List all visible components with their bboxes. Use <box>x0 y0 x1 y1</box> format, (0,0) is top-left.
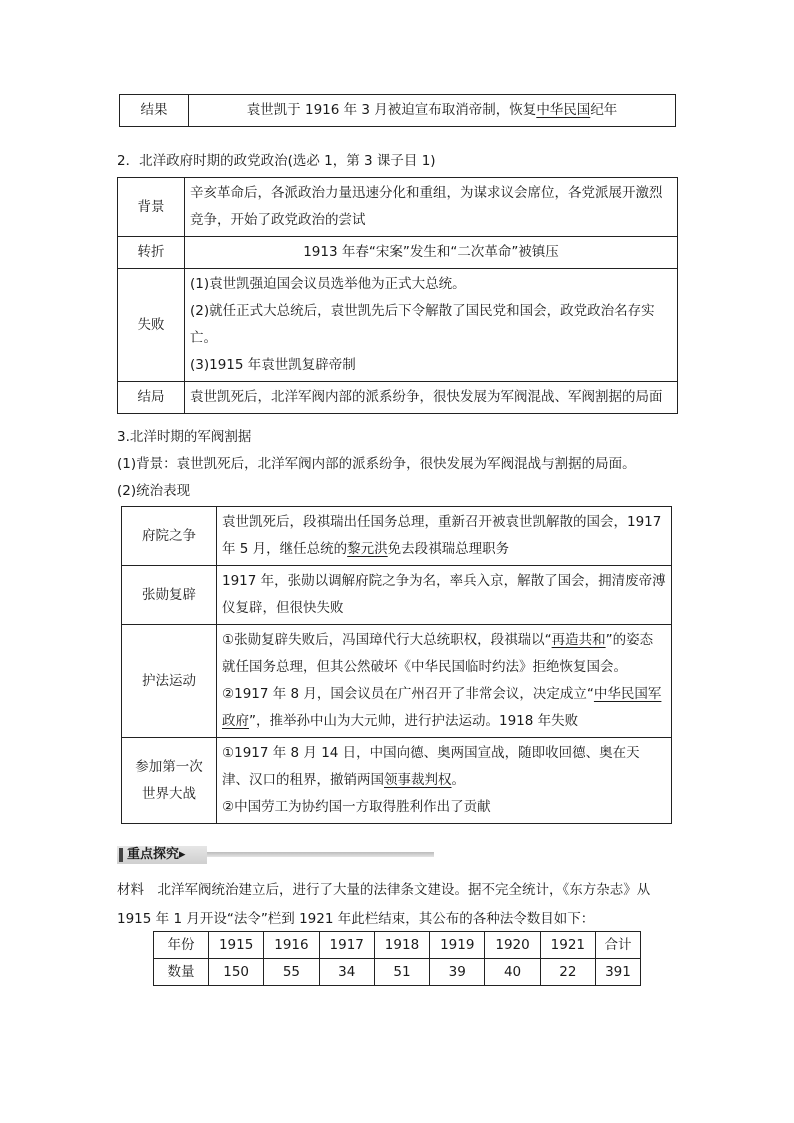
underlined-term: 中华民国 <box>536 102 591 118</box>
year-header: 年份 <box>154 932 209 959</box>
year-cell: 1920 <box>485 932 540 959</box>
section-3-heading: 3.北洋时期的军阀割据 <box>117 429 252 445</box>
laws-count-table <box>153 931 641 986</box>
focus-section-bar <box>117 846 434 864</box>
party-politics-table <box>117 177 678 414</box>
table-row <box>118 382 678 414</box>
turn-label: 转折 <box>118 237 185 269</box>
failure-label: 失败 <box>118 269 185 382</box>
table-row <box>118 178 678 237</box>
table-row <box>122 566 672 625</box>
failure-item: (2)就任正式大总统后，袁世凯先后下令解散了国民党和国会，政党政治名存实亡。 <box>190 303 655 346</box>
underlined-term: 中华民国军政府 <box>222 686 662 729</box>
count-cell: 39 <box>430 959 485 986</box>
table-row <box>122 507 672 566</box>
count-cell: 391 <box>595 959 640 986</box>
result-label: 结果 <box>120 95 189 127</box>
section-3-block <box>117 424 677 505</box>
failure-item: (1)袁世凯强迫国会议员选举他为正式大总统。 <box>190 276 466 292</box>
section-marker-icon <box>119 848 123 862</box>
underlined-term: 黎元洪 <box>347 541 388 557</box>
year-cell: 1915 <box>209 932 264 959</box>
count-cell: 22 <box>540 959 595 986</box>
row-label: 府院之争 <box>122 507 217 566</box>
table-row <box>118 269 678 382</box>
section-2-heading: 2．北洋政府时期的政党政治(选必 1，第 3 课子目 1) <box>117 153 436 169</box>
underlined-term: 领事裁判权 <box>384 772 452 788</box>
row-label: 护法运动 <box>122 625 217 738</box>
year-cell: 1919 <box>430 932 485 959</box>
turn-text: 1913 年春“宋案”发生和“二次革命”被镇压 <box>185 237 678 269</box>
table-row <box>122 625 672 738</box>
background-label: 背景 <box>118 178 185 237</box>
row-text: 袁世凯死后，段祺瑞出任国务总理，重新召开被袁世凯解散的国会，1917 年 5 月，继任总统的黎元洪免去段祺瑞总理职务 <box>217 507 672 566</box>
row-text: ①1917 年 8 月 14 日，中国向德、奥两国宣战，随即收回德、奥在天津、汉口的租界，撤销两国领事裁判权。 ②中国劳工为协约国一方取得胜利作出了贡献 <box>217 738 672 824</box>
warlord-table <box>121 506 672 824</box>
count-cell: 150 <box>209 959 264 986</box>
divider <box>207 852 434 857</box>
count-cell: 40 <box>485 959 540 986</box>
row-label: 参加第一次 世界大战 <box>122 738 217 824</box>
year-cell: 1916 <box>264 932 319 959</box>
section-3-performance-heading: (2)统治表现 <box>117 483 191 499</box>
table-row <box>120 95 676 127</box>
table-row-counts <box>154 959 641 986</box>
background-text: 辛亥革命后，各派政治力量迅速分化和重组，为谋求议会席位，各党派展开激烈竞争，开始了政党政治的尝试 <box>185 178 678 237</box>
table-row <box>118 237 678 269</box>
row-label: 张勋复辟 <box>122 566 217 625</box>
year-cell: 1917 <box>319 932 374 959</box>
underlined-term: 再造共和 <box>551 632 606 648</box>
year-cell: 1918 <box>374 932 429 959</box>
count-cell: 34 <box>319 959 374 986</box>
year-cell: 合计 <box>595 932 640 959</box>
count-header: 数量 <box>154 959 209 986</box>
failure-item: (3)1915 年袁世凯复辟帝制 <box>190 357 356 373</box>
material-paragraph: 材料 北洋军阀统治建立后，进行了大量的法律条文建设。据不完全统计，《东方杂志》从 1915 年 1 月开设“法令”栏到 1921 年此栏结束，其公布的各种法令数目如下： <box>117 882 651 927</box>
ending-text: 袁世凯死后，北洋军阀内部的派系纷争，很快发展为军阀混战、军阀割据的局面 <box>185 382 678 414</box>
table-row <box>122 738 672 824</box>
ending-label: 结局 <box>118 382 185 414</box>
table-row-years <box>154 932 641 959</box>
year-cell: 1921 <box>540 932 595 959</box>
count-cell: 55 <box>264 959 319 986</box>
result-content: 袁世凯于 1916 年 3 月被迫宣布取消帝制，恢复中华民国纪年 <box>189 95 676 127</box>
failure-text <box>185 269 678 382</box>
focus-section-title: 重点探究▸ <box>127 847 186 862</box>
result-table <box>119 94 676 127</box>
count-cell: 51 <box>374 959 429 986</box>
section-3-background: (1)背景：袁世凯死后，北洋军阀内部的派系纷争，很快发展为军阀混战与割据的局面。 <box>117 456 636 472</box>
row-text: ①张勋复辟失败后，冯国璋代行大总统职权，段祺瑞以“再造共和”的姿态就任国务总理，但其公然破坏《中华民国临时约法》拒绝恢复国会。 ②1917 年 8 月，国会议员在广州召开了非常会议，决定成立“中华民国军政府”，推举孙中山为大元帅，进行护法运动。1918 年失败 <box>217 625 672 738</box>
row-text: 1917 年，张勋以调解府院之争为名，率兵入京，解散了国会，拥清废帝溥仪复辟，但很快失败 <box>217 566 672 625</box>
